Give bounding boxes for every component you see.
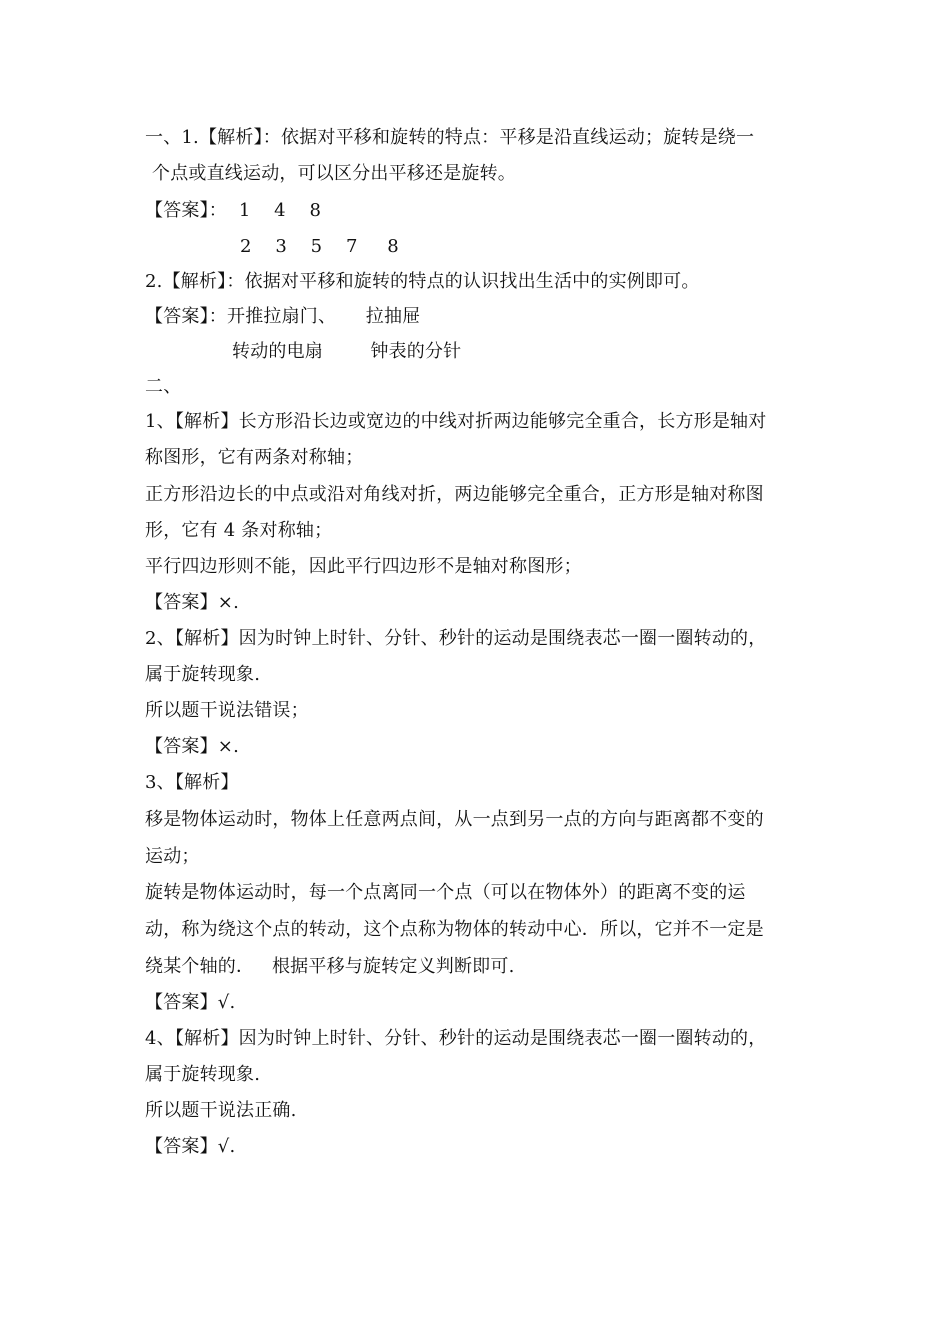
s1-q2-analysis: 2.【解析】：依据对平移和旋转的特点的认识找出生活中的实例即可。 (145, 271, 700, 292)
s1-q1-answer-line1: 【答案】： 1 4 8 (145, 200, 322, 221)
section2-heading: 二、 (145, 376, 182, 397)
s2-q4-line: 属于旋转现象. (145, 1064, 261, 1085)
s1-q1-analysis: 一、1.【解析】：依据对平移和旋转的特点：平移是沿直线运动；旋转是绕一 (145, 127, 755, 148)
s2-q3-line: 移是物体运动时，物体上任意两点间，从一点到另一点的方向与距离都不变的 (145, 809, 764, 830)
s2-q1-line: 称图形，它有两条对称轴； (145, 447, 364, 468)
s2-q4-line: 4、【解析】因为时钟上时针、分针、秒针的运动是围绕表芯一圈一圈转动的， (145, 1028, 767, 1049)
s1-q1-analysis-cont: 个点或直线运动，可以区分出平移还是旋转。 (152, 163, 516, 184)
s2-q1-line: 形，它有 4 条对称轴； (145, 520, 333, 541)
s2-q1-line: 正方形沿边长的中点或沿对角线对折，两边能够完全重合，正方形是轴对称图 (145, 484, 764, 505)
s2-q2-line: 2、【解析】因为时钟上时针、分针、秒针的运动是围绕表芯一圈一圈转动的， (145, 628, 767, 649)
s2-q3-line: 绕某个轴的． 根据平移与旋转定义判断即可. (145, 956, 515, 977)
s1-q2-answer-line2: 转动的电扇 钟表的分针 (232, 341, 462, 362)
s1-q1-answer-line2: 2 3 5 7 8 (240, 236, 399, 257)
s2-q1-line: 平行四边形则不能，因此平行四边形不是轴对称图形； (145, 556, 582, 577)
s2-q2-answer: 【答案】×. (145, 736, 240, 757)
s2-q2-line: 所以题干说法错误； (145, 700, 309, 721)
s2-q3-line: 动，称为绕这个点的转动，这个点称为物体的转动中心．所以，它并不一定是 (145, 919, 764, 940)
s2-q3-line: 3、【解析】 (145, 772, 239, 793)
s2-q3-line: 旋转是物体运动时，每一个点离同一个点（可以在物体外）的距离不变的运 (145, 882, 746, 903)
s2-q1-line: 1、【解析】长方形沿长边或宽边的中线对折两边能够完全重合，长方形是轴对 (145, 411, 767, 432)
s2-q3-line: 运动； (145, 846, 200, 867)
s2-q2-line: 属于旋转现象. (145, 664, 261, 685)
s1-q2-answer-line1: 【答案】：开推拉扇门、 拉抽屉 (145, 306, 421, 327)
s2-q1-answer: 【答案】×. (145, 592, 240, 613)
s2-q4-line: 所以题干说法正确. (145, 1100, 297, 1121)
s2-q4-answer: 【答案】√. (145, 1136, 236, 1157)
s2-q3-answer: 【答案】√. (145, 992, 236, 1013)
